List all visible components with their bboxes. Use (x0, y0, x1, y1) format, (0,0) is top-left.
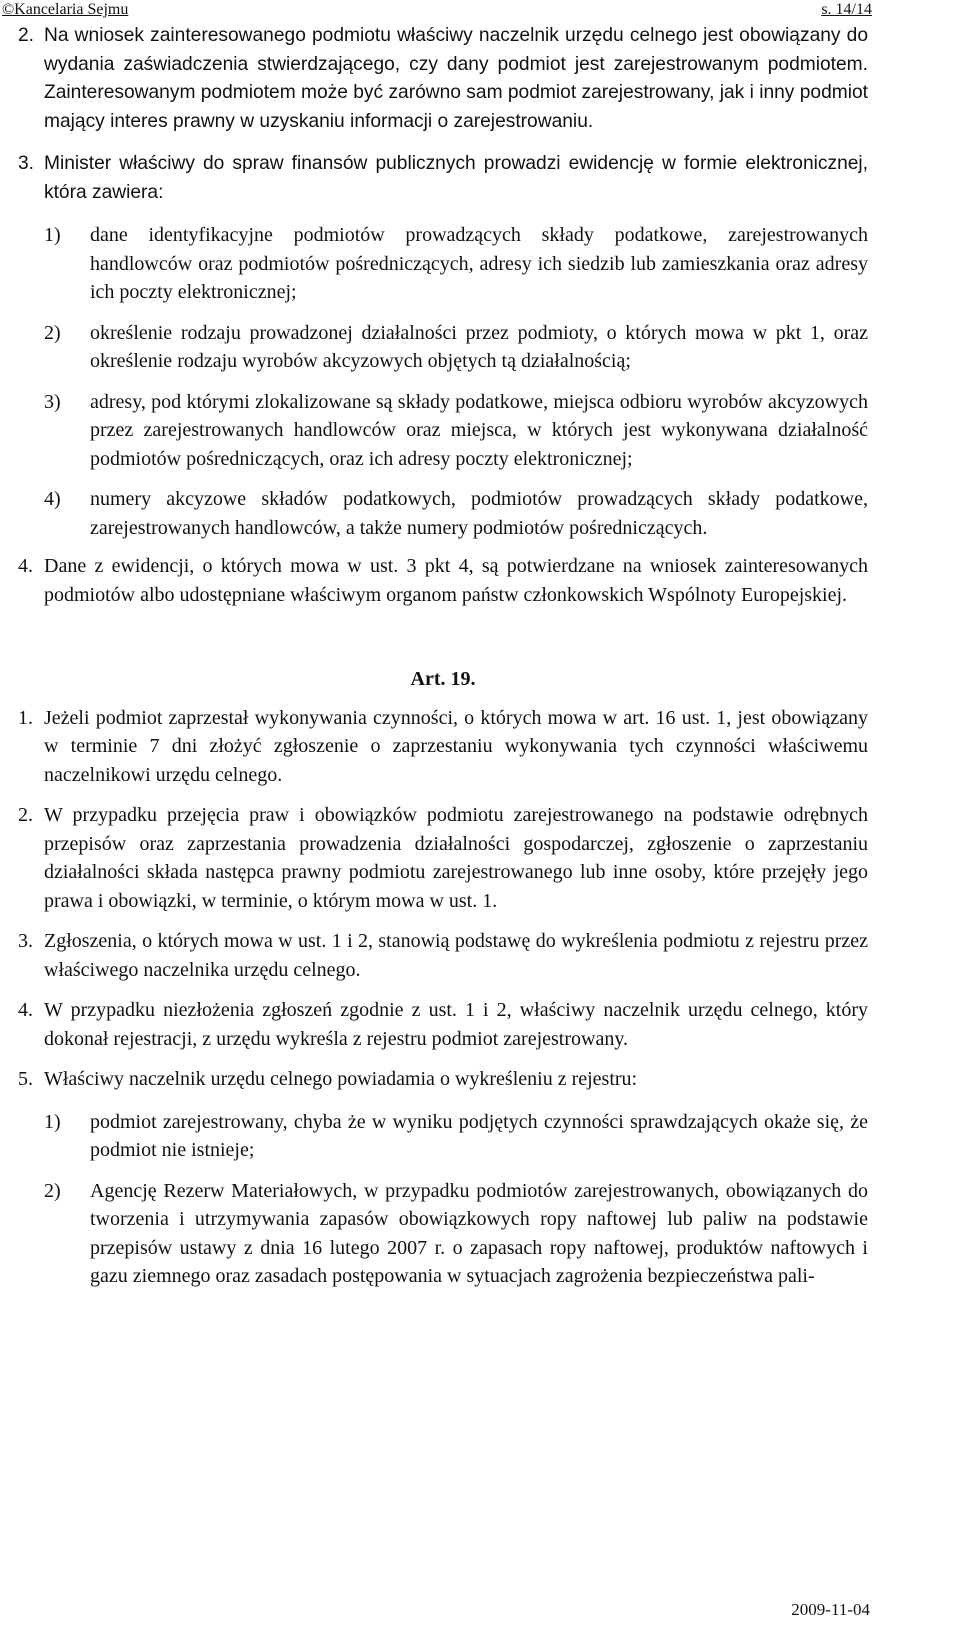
list-item (44, 1177, 868, 1291)
paragraph-number: 1. (18, 706, 33, 729)
item-text: adresy, pod którymi zlokalizowane są składy podatkowe, miejsca odbioru wyrobów akcyzowych przez zarejestrowanych handlowców oraz miejsca, w których jest wykonywana działalność podmiotów pośredniczących, oraz ich adresy poczty elektronicznej; (90, 390, 868, 470)
paragraph-text: W przypadku niezłożenia zgłoszeń zgodnie z ust. 1 i 2, właściwy naczelnik urzędu celnego, który dokonał rejestracji, z urzędu wykreśla z rejestru podmiot zarejestrowany. (44, 999, 868, 1050)
footer-date: 2009-11-04 (791, 1600, 870, 1619)
item-number: 3) (44, 390, 61, 413)
paragraph-text: Właściwy naczelnik urzędu celnego powiadamia o wykreśleniu z rejestru: (44, 1068, 638, 1090)
item-text: podmiot zarejestrowany, chyba że w wyniku podjętych czynności sprawdzających okaże się, że podmiot nie istnieje; (90, 1110, 868, 1161)
article-paragraph-1 (18, 704, 868, 790)
paragraph-3 (18, 150, 868, 207)
paragraph-text: W przypadku przejęcia praw i obowiązków podmiotu zarejestrowanego na podstawie odrębnych przepisów oraz zaprzestania prowadzenia działalności gospodarczej, zgłoszenie o zaprzestaniu działalności składa następca prawny podmiotu zarejestrowanego lub inne osoby, które przejęły jego prawa i obowiązki, w terminie, o którym mowa w ust. 1. (44, 804, 868, 912)
article-paragraph-5 (18, 1065, 868, 1094)
item-text: określenie rodzaju prowadzonej działalności przez podmioty, o których mowa w pkt 1, oraz określenie rodzaju wyrobów akcyzowych objętych tą działalnością; (90, 321, 868, 372)
item-number: 1) (44, 224, 61, 246)
article-paragraph-3 (18, 927, 868, 984)
paragraph-4 (18, 552, 868, 609)
item-number: 2) (44, 1179, 61, 1202)
article-paragraph-2 (18, 801, 868, 915)
list-item (44, 1108, 868, 1165)
document-body (18, 22, 868, 1291)
article-paragraph-4 (18, 996, 868, 1053)
paragraph-text: Jeżeli podmiot zaprzestał wykonywania czynności, o których mowa w art. 16 ust. 1, jest obowiązany w terminie 7 dni złożyć zgłoszenie o zaprzestaniu wykonywania tych czynności właściwemu naczelnikowi urzędu celnego. (44, 706, 868, 786)
paragraph-number: 2. (18, 25, 35, 46)
paragraph-text: Minister właściwy do spraw finansów publicznych prowadzi ewidencję w formie elektronicznej, która zawiera: (44, 153, 868, 203)
paragraph-number: 4. (18, 999, 33, 1021)
paragraph-number: 4. (18, 555, 33, 577)
item-number: 4) (44, 488, 61, 510)
paragraph-number: 5. (18, 1068, 33, 1090)
paragraph-number: 2. (18, 804, 33, 826)
list-item (44, 319, 868, 376)
header-page-number: s. 14/14 (821, 1, 872, 18)
paragraph-number: 3. (18, 153, 35, 174)
paragraph-2 (18, 22, 868, 136)
paragraph-text: Na wniosek zainteresowanego podmiotu właściwy naczelnik urzędu celnego jest obowiązany do wydania zaświadczenia stwierdzającego, czy dany podmiot jest zarejestrowanym podmiotem. Zainteresowanym podmiotem może być zarówno sam podmiot zarejestrowany, jak i inny podmiot mający interes prawny w uzyskaniu informacji o zarejestrowaniu. (44, 25, 868, 132)
list-item (44, 485, 868, 542)
item-text: dane identyfikacyjne podmiotów prowadzących składy podatkowe, zarejestrowanych handlowców oraz podmiotów pośredniczących, adresy ich siedzib lub zamieszkania oraz adresy ich poczty elektronicznej; (90, 224, 868, 303)
item-number: 1) (44, 1110, 61, 1133)
paragraph-text: Dane z ewidencji, o których mowa w ust. 3 pkt 4, są potwierdzane na wniosek zainteresowanych podmiotów albo udostępniane właściwym organom państw członkowskich Wspólnoty Europejskiej. (44, 555, 868, 606)
list-item (44, 221, 868, 307)
item-number: 2) (44, 321, 61, 344)
item-text: Agencję Rezerw Materiałowych, w przypadku podmiotów zarejestrowanych, obowiązanych do tworzenia i utrzymywania zapasów obowiązkowych ropy naftowej lub paliw na podstawie przepisów ustawy z dnia 16 lutego 2007 r. o zapasach ropy naftowej, produktów naftowych i gazu ziemnego oraz zasadach postępowania w sytuacjach zagrożenia bezpieczeństwa pali- (90, 1179, 868, 1287)
paragraph-text: Zgłoszenia, o których mowa w ust. 1 i 2, stanowią podstawę do wykreślenia podmiotu z rejestru przez właściwego naczelnika urzędu celnego. (44, 930, 868, 981)
list-item (44, 388, 868, 474)
article-title: Art. 19. (410, 668, 476, 690)
item-text: numery akcyzowe składów podatkowych, podmiotów prowadzących składy podatkowe, zarejestrowanych handlowców, a także numery podmiotów pośredniczących. (90, 488, 868, 539)
header-source: ©Kancelaria Sejmu (2, 1, 129, 18)
paragraph-number: 3. (18, 930, 33, 952)
